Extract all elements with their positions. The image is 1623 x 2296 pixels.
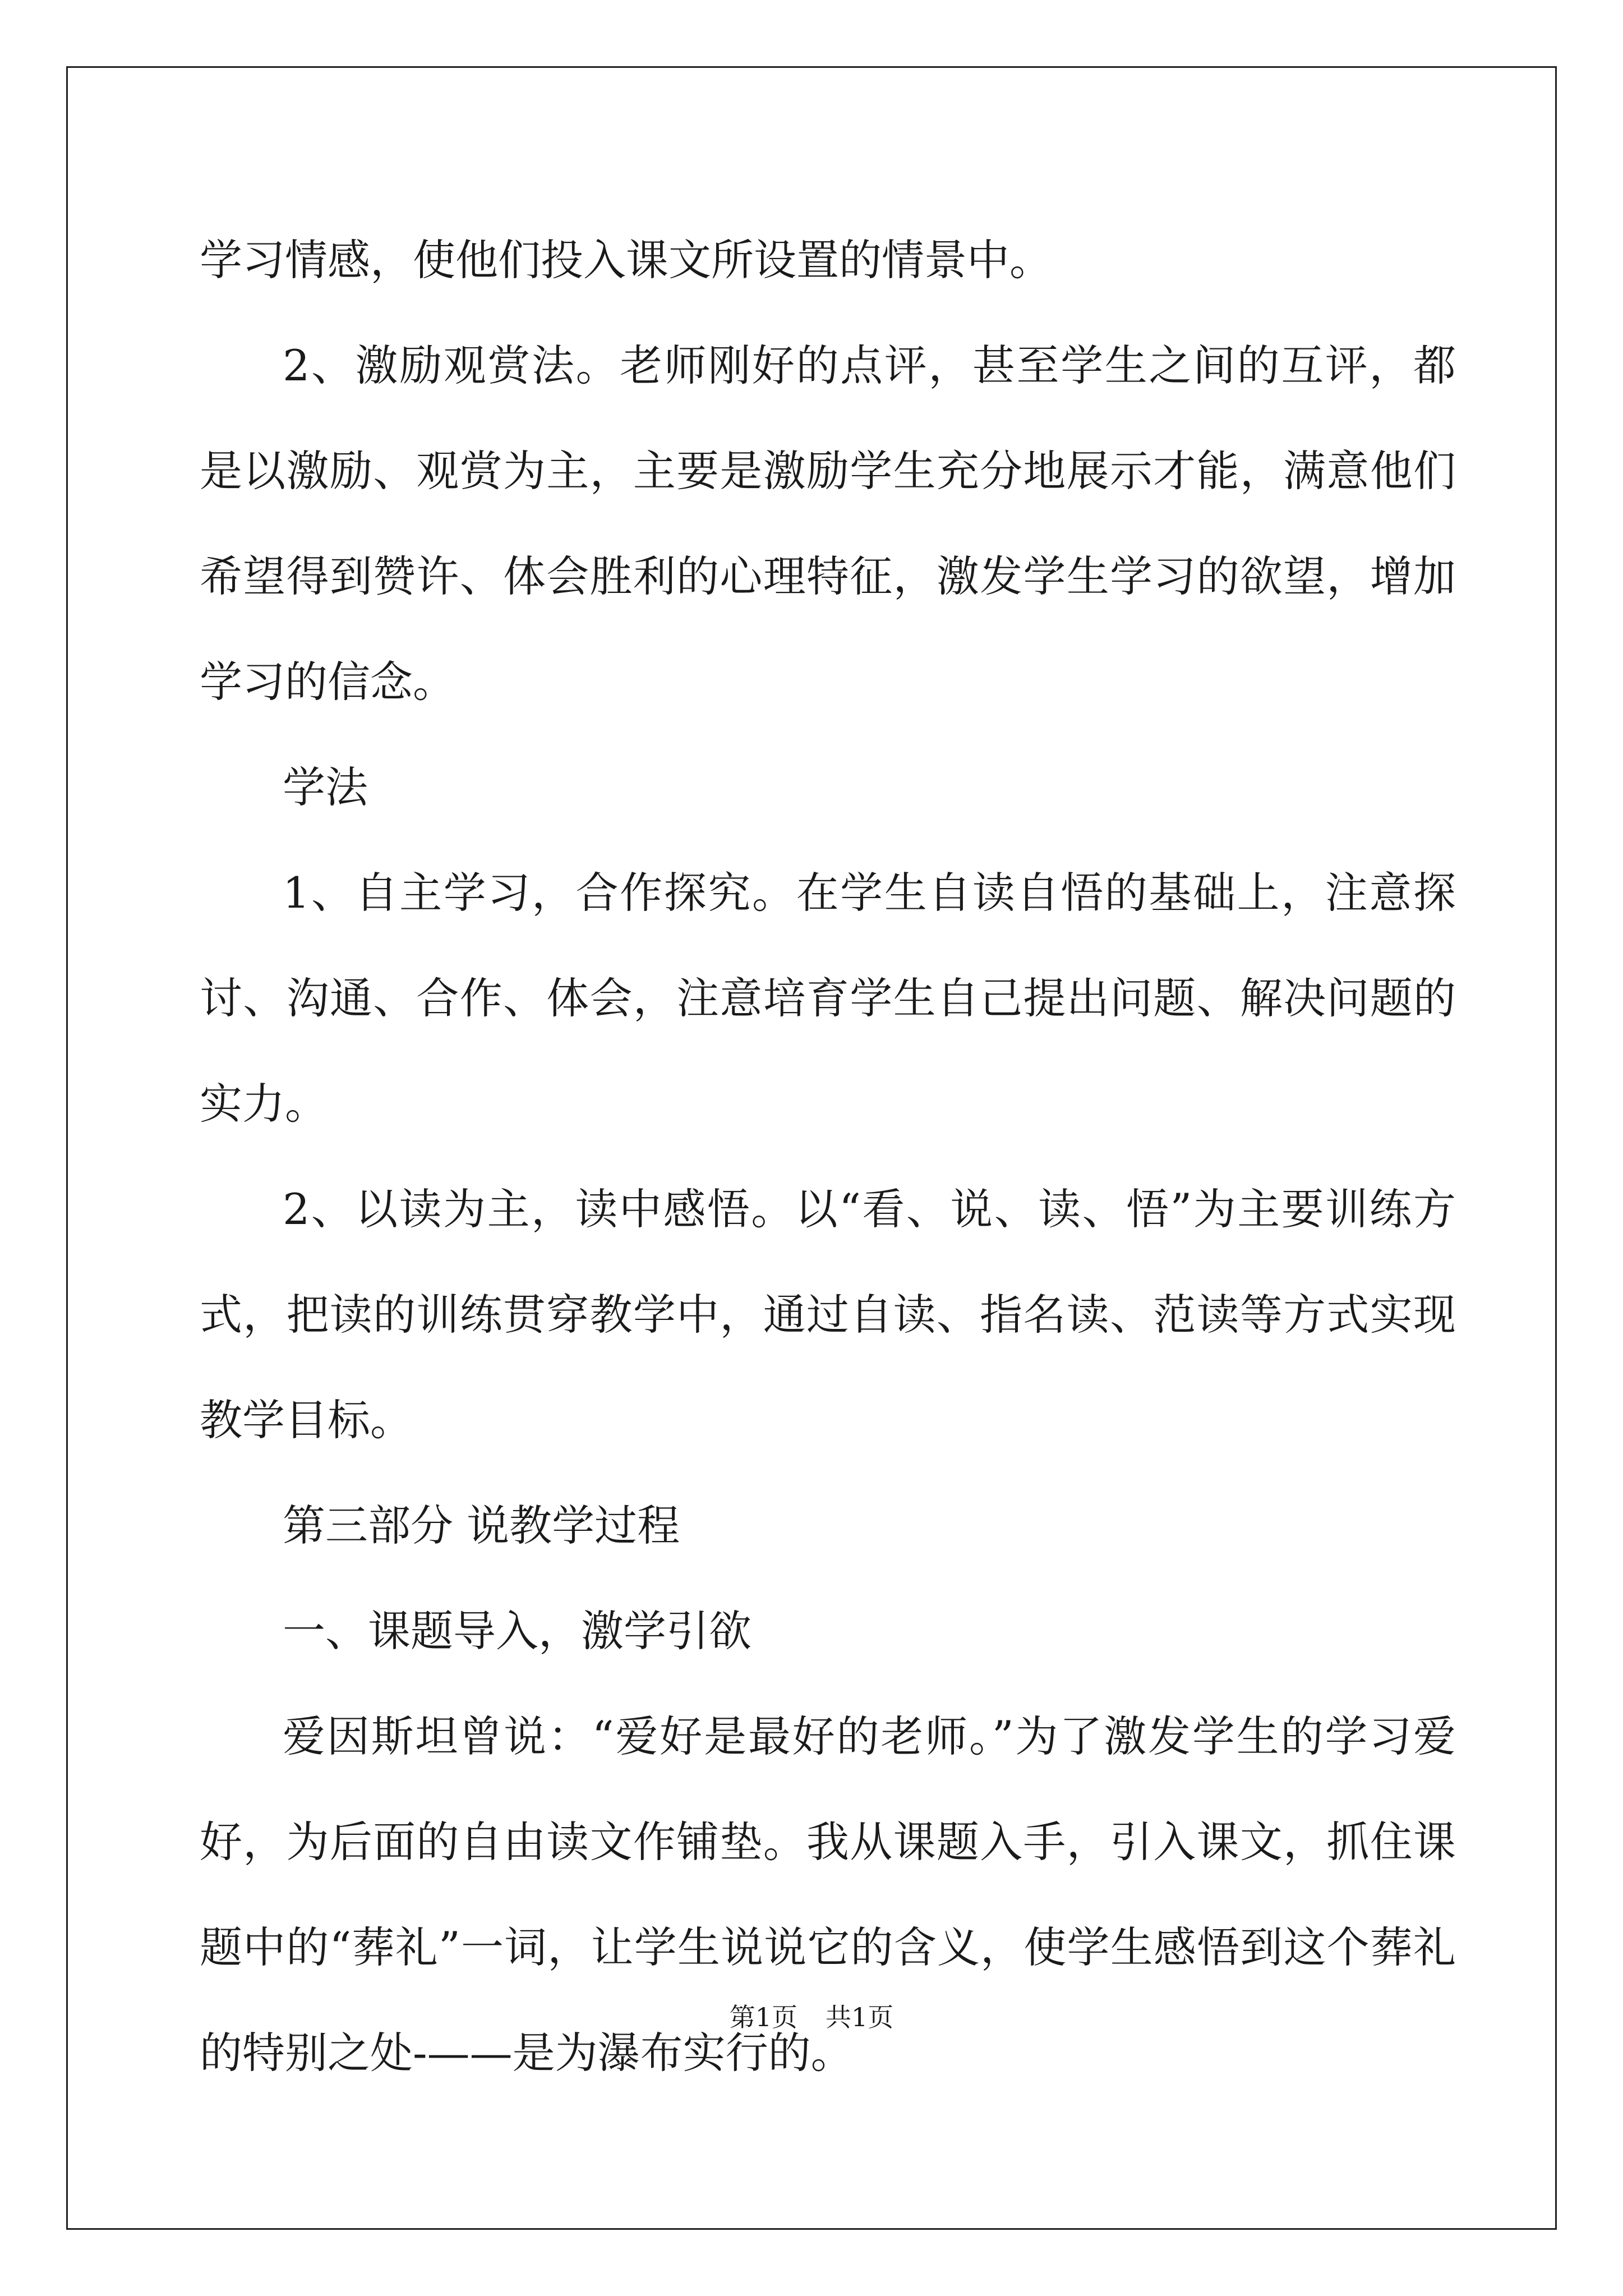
document-body	[200, 208, 1456, 2106]
paragraph: 2、激励观赏法。老师刚好的点评，甚至学生之间的互评，都是以激励、观赏为主，主要是激励学生充分地展示才能，满意他们希望得到赞许、体会胜利的心理特征，激发学生学习的欲望，增加学习的信念。	[200, 341, 1456, 707]
section-heading: 第三部分 说教学过程	[283, 1501, 680, 1550]
paragraph: 2、以读为主，读中感悟。以“看、说、读、悟”为主要训练方式，把读的训练贯穿教学中，通过自读、指名读、范读等方式实现教学目标。	[200, 1184, 1456, 1445]
paragraph: 爱因斯坦曾说：“爱好是最好的老师。”为了激发学生的学习爱好，为后面的自由读文作铺垫。我从课题入手，引入课文，抓住课题中的“葬礼”一词，让学生说说它的含义，使学生感悟到这个葬礼的特别之处-——是为瀑布实行的。	[200, 1711, 1456, 2078]
section-heading: 学法	[283, 762, 368, 812]
section-heading: 一、课题导入，激学引欲	[283, 1606, 751, 1656]
page-number: 第1页	[729, 2002, 797, 2032]
page-footer	[0, 1997, 1623, 2034]
paragraph: 1、自主学习，合作探究。在学生自读自悟的基础上，注意探讨、沟通、合作、体会，注意培育学生自己提出问题、解决问题的实力。	[200, 868, 1456, 1129]
page-total: 共1页	[826, 2002, 894, 2032]
paragraph: 学习情感，使他们投入课文所设置的情景中。	[200, 235, 1052, 285]
